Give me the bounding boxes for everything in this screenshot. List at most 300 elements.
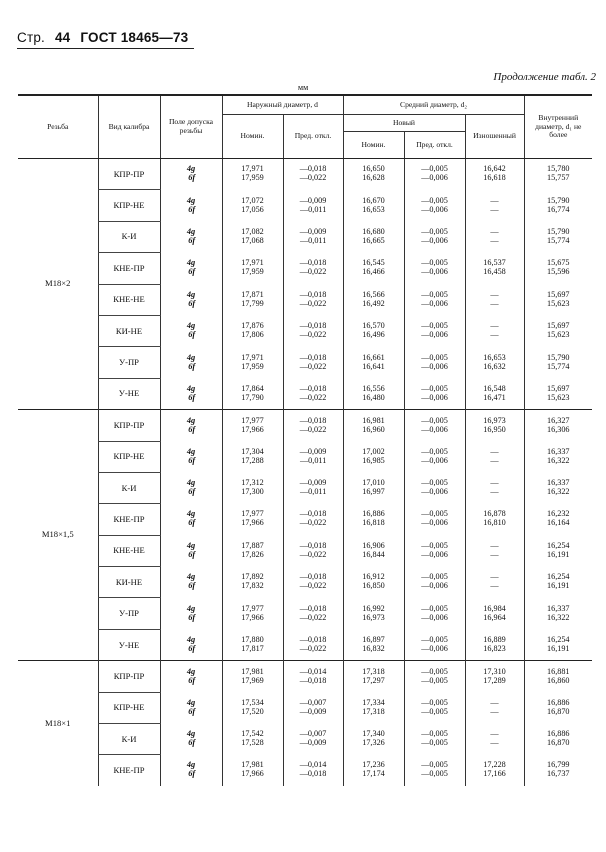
outer-deviation-cell bbox=[283, 347, 343, 378]
outer-deviation-cell bbox=[283, 629, 343, 660]
pitch-deviation-cell bbox=[404, 284, 465, 315]
table-row bbox=[18, 221, 592, 252]
pitch-nominal-cell bbox=[343, 159, 404, 190]
gauge-type-cell: У-НЕ bbox=[98, 378, 160, 409]
table-row bbox=[18, 472, 592, 503]
tolerance-field-value: 6f bbox=[188, 487, 196, 497]
outer-deviation-cell bbox=[283, 724, 343, 755]
pitch-deviation-cell bbox=[404, 629, 465, 660]
worn-diameter-cell bbox=[465, 378, 524, 409]
worn-diameter-value: — bbox=[490, 706, 499, 716]
pitch-nominal-value: 17,174 bbox=[362, 769, 385, 779]
pitch-nominal-cell bbox=[343, 567, 404, 598]
pitch-nominal-value: 16,844 bbox=[362, 549, 385, 559]
pitch-nominal-value: 16,832 bbox=[362, 643, 385, 653]
worn-diameter-value: — bbox=[490, 487, 499, 497]
inner-diameter-value: 16,870 bbox=[547, 706, 570, 716]
col-header-pitch-deviation: Пред. откл. bbox=[404, 132, 465, 159]
worn-diameter-value: — bbox=[490, 321, 499, 331]
tolerance-field-cell bbox=[160, 598, 222, 629]
inner-diameter-value: 15,774 bbox=[547, 235, 570, 245]
pitch-deviation-value: —0,006 bbox=[421, 424, 448, 434]
worn-diameter-value: 16,964 bbox=[483, 612, 506, 622]
tolerance-field-value: 4g bbox=[186, 572, 196, 582]
pitch-deviation-value: —0,005 bbox=[421, 478, 448, 488]
thread-designation: M18×1,5 bbox=[41, 529, 74, 540]
pitch-deviation-value: —0,006 bbox=[421, 204, 448, 214]
pitch-nominal-value: 17,010 bbox=[362, 478, 385, 488]
pitch-deviation-value: —0,005 bbox=[421, 706, 448, 716]
worn-diameter-value: 16,548 bbox=[483, 383, 506, 393]
inner-diameter-cell bbox=[524, 410, 592, 441]
inner-diameter-cell bbox=[524, 472, 592, 503]
tolerance-field-value: 6f bbox=[188, 643, 196, 653]
pitch-nominal-value: 16,496 bbox=[362, 330, 385, 340]
worn-diameter-value: — bbox=[490, 446, 499, 456]
worn-diameter-value: — bbox=[490, 697, 499, 707]
gauge-type-cell: У-ПР bbox=[98, 598, 160, 629]
outer-deviation-value: —0,018 bbox=[299, 321, 327, 331]
inner-diameter-value: 16,881 bbox=[547, 666, 570, 676]
outer-nominal-value: 17,969 bbox=[241, 675, 264, 685]
inner-diameter-cell bbox=[524, 567, 592, 598]
inner-diameter-cell bbox=[524, 504, 592, 535]
outer-deviation-value: —0,018 bbox=[299, 164, 327, 174]
table-row bbox=[18, 284, 592, 315]
inner-diameter-value: 15,790 bbox=[547, 195, 570, 205]
pitch-nominal-value: 16,850 bbox=[362, 581, 385, 591]
pitch-nominal-value: 17,318 bbox=[362, 706, 385, 716]
outer-nominal-value: 17,971 bbox=[241, 258, 264, 268]
outer-deviation-cell bbox=[283, 284, 343, 315]
outer-deviation-value: —0,009 bbox=[299, 478, 327, 488]
tolerance-field-value: 4g bbox=[186, 226, 196, 236]
pitch-deviation-cell bbox=[404, 472, 465, 503]
pitch-nominal-value: 17,340 bbox=[362, 729, 385, 739]
outer-deviation-value: —0,022 bbox=[299, 518, 327, 528]
tolerance-field-cell bbox=[160, 535, 222, 566]
worn-diameter-cell bbox=[465, 190, 524, 221]
inner-diameter-value: 16,886 bbox=[547, 697, 570, 707]
inner-diameter-value: 16,886 bbox=[547, 729, 570, 739]
outer-deviation-value: —0,018 bbox=[299, 415, 327, 425]
tolerance-field-value: 6f bbox=[188, 330, 196, 340]
pitch-nominal-value: 17,334 bbox=[362, 697, 385, 707]
tolerance-field-value: 6f bbox=[188, 424, 196, 434]
pitch-deviation-cell bbox=[404, 724, 465, 755]
inner-diameter-value: 16,337 bbox=[547, 603, 570, 613]
worn-diameter-value: 17,228 bbox=[483, 760, 506, 770]
outer-nominal-value: 17,542 bbox=[241, 729, 264, 739]
tolerance-field-value: 4g bbox=[186, 478, 196, 488]
worn-diameter-cell bbox=[465, 472, 524, 503]
inner-diameter-cell bbox=[524, 661, 592, 692]
outer-nominal-value: 17,072 bbox=[241, 195, 264, 205]
pitch-nominal-cell bbox=[343, 598, 404, 629]
pitch-nominal-value: 16,973 bbox=[362, 612, 385, 622]
outer-nominal-value: 17,971 bbox=[241, 352, 264, 362]
pitch-nominal-value: 16,680 bbox=[362, 226, 385, 236]
col-header-inner-diameter: Внутренний диаметр, d₁ не более bbox=[524, 95, 592, 159]
tolerance-field-cell bbox=[160, 629, 222, 660]
inner-diameter-value: 16,254 bbox=[547, 634, 570, 644]
pitch-nominal-cell bbox=[343, 661, 404, 692]
outer-deviation-cell bbox=[283, 159, 343, 190]
pitch-nominal-cell bbox=[343, 724, 404, 755]
inner-diameter-value: 15,774 bbox=[547, 361, 570, 371]
col-header-outer-deviation: Пред. откл. bbox=[283, 115, 343, 159]
inner-diameter-cell bbox=[524, 629, 592, 660]
pitch-deviation-value: —0,006 bbox=[421, 455, 448, 465]
col-header-outer-nominal: Номин. bbox=[222, 115, 283, 159]
pitch-deviation-value: —0,005 bbox=[421, 634, 448, 644]
worn-diameter-cell bbox=[465, 755, 524, 786]
pitch-deviation-value: —0,005 bbox=[421, 697, 448, 707]
pitch-deviation-value: —0,006 bbox=[421, 643, 448, 653]
pitch-nominal-value: 16,570 bbox=[362, 321, 385, 331]
pitch-deviation-value: —0,005 bbox=[421, 603, 448, 613]
outer-deviation-value: —0,022 bbox=[299, 173, 327, 183]
pitch-nominal-value: 16,650 bbox=[362, 164, 385, 174]
tolerance-field-cell bbox=[160, 347, 222, 378]
pitch-deviation-value: —0,006 bbox=[421, 173, 448, 183]
pitch-nominal-cell bbox=[343, 284, 404, 315]
outer-deviation-value: —0,022 bbox=[299, 361, 327, 371]
table-row bbox=[18, 410, 592, 441]
table-row bbox=[18, 504, 592, 535]
pitch-deviation-cell bbox=[404, 567, 465, 598]
worn-diameter-cell bbox=[465, 661, 524, 692]
inner-diameter-value: 15,697 bbox=[547, 321, 570, 331]
pitch-nominal-value: 16,466 bbox=[362, 267, 385, 277]
pitch-deviation-cell bbox=[404, 692, 465, 723]
outer-deviation-cell bbox=[283, 692, 343, 723]
outer-nominal-value: 17,520 bbox=[241, 706, 264, 716]
outer-nominal-value: 17,082 bbox=[241, 226, 264, 236]
worn-diameter-value: — bbox=[490, 235, 499, 245]
table-row bbox=[18, 315, 592, 346]
outer-nominal-value: 17,959 bbox=[241, 173, 264, 183]
pitch-deviation-value: —0,006 bbox=[421, 330, 448, 340]
worn-diameter-value: 16,950 bbox=[483, 424, 506, 434]
worn-diameter-value: 17,166 bbox=[483, 769, 506, 779]
outer-nominal-cell bbox=[222, 190, 283, 221]
tolerance-field-cell bbox=[160, 315, 222, 346]
tolerance-field-value: 6f bbox=[188, 455, 196, 465]
outer-deviation-value: —0,011 bbox=[299, 455, 327, 465]
pitch-deviation-value: —0,006 bbox=[421, 298, 448, 308]
pitch-nominal-cell bbox=[343, 535, 404, 566]
outer-deviation-cell bbox=[283, 472, 343, 503]
worn-diameter-cell bbox=[465, 221, 524, 252]
tolerance-field-value: 4g bbox=[186, 321, 196, 331]
worn-diameter-cell bbox=[465, 504, 524, 535]
outer-deviation-cell bbox=[283, 221, 343, 252]
inner-diameter-value: 15,596 bbox=[547, 267, 570, 277]
tolerance-field-value: 6f bbox=[188, 518, 196, 528]
inner-diameter-cell bbox=[524, 221, 592, 252]
outer-deviation-value: —0,022 bbox=[299, 330, 327, 340]
worn-diameter-value: — bbox=[490, 289, 499, 299]
pitch-nominal-value: 16,906 bbox=[362, 540, 385, 550]
pitch-nominal-value: 17,326 bbox=[362, 738, 385, 748]
gauge-type-cell: КНЕ-НЕ bbox=[98, 535, 160, 566]
page-number: 44 bbox=[54, 30, 71, 45]
col-header-pitch-diameter: Средний диаметр, d₂ bbox=[343, 95, 524, 115]
outer-nominal-cell bbox=[222, 221, 283, 252]
pitch-deviation-cell bbox=[404, 159, 465, 190]
pitch-nominal-value: 16,997 bbox=[362, 487, 385, 497]
tolerance-field-value: 4g bbox=[186, 415, 196, 425]
pitch-nominal-cell bbox=[343, 441, 404, 472]
tolerance-field-value: 4g bbox=[186, 760, 196, 770]
worn-diameter-cell bbox=[465, 441, 524, 472]
pitch-deviation-value: —0,006 bbox=[421, 549, 448, 559]
outer-deviation-value: —0,018 bbox=[299, 352, 327, 362]
tolerance-field-value: 4g bbox=[186, 258, 196, 268]
outer-nominal-value: 17,304 bbox=[241, 446, 264, 456]
pitch-nominal-cell bbox=[343, 410, 404, 441]
worn-diameter-value: — bbox=[490, 478, 499, 488]
tolerance-field-cell bbox=[160, 661, 222, 692]
pitch-nominal-value: 17,236 bbox=[362, 760, 385, 770]
outer-nominal-value: 17,806 bbox=[241, 330, 264, 340]
worn-diameter-cell bbox=[465, 159, 524, 190]
tolerance-field-cell bbox=[160, 190, 222, 221]
pitch-nominal-value: 16,492 bbox=[362, 298, 385, 308]
tolerance-field-cell bbox=[160, 504, 222, 535]
worn-diameter-value: — bbox=[490, 581, 499, 591]
col-header-pitch-nominal: Номин. bbox=[343, 132, 404, 159]
outer-nominal-value: 17,799 bbox=[241, 298, 264, 308]
outer-nominal-value: 17,790 bbox=[241, 392, 264, 402]
pitch-deviation-value: —0,005 bbox=[421, 195, 448, 205]
worn-diameter-cell bbox=[465, 253, 524, 284]
worn-diameter-value: — bbox=[490, 298, 499, 308]
table-row bbox=[18, 253, 592, 284]
pitch-nominal-cell bbox=[343, 253, 404, 284]
pitch-nominal-value: 16,545 bbox=[362, 258, 385, 268]
outer-deviation-value: —0,018 bbox=[299, 634, 327, 644]
outer-deviation-value: —0,018 bbox=[299, 383, 327, 393]
col-header-gauge-type: Вид калибра bbox=[98, 95, 160, 159]
inner-diameter-cell bbox=[524, 159, 592, 190]
gauge-type-cell: КНЕ-ПР bbox=[98, 504, 160, 535]
pitch-nominal-cell bbox=[343, 190, 404, 221]
tolerance-field-value: 6f bbox=[188, 675, 196, 685]
pitch-deviation-value: —0,005 bbox=[421, 383, 448, 393]
inner-diameter-value: 15,697 bbox=[547, 383, 570, 393]
pitch-deviation-cell bbox=[404, 441, 465, 472]
outer-deviation-cell bbox=[283, 441, 343, 472]
outer-nominal-value: 17,864 bbox=[241, 383, 264, 393]
gauge-type-cell: КПР-ПР bbox=[98, 410, 160, 441]
outer-nominal-value: 17,871 bbox=[241, 289, 264, 299]
table-row bbox=[18, 535, 592, 566]
inner-diameter-cell bbox=[524, 315, 592, 346]
outer-deviation-value: —0,009 bbox=[299, 195, 327, 205]
outer-deviation-value: —0,018 bbox=[299, 769, 327, 779]
pitch-deviation-value: —0,005 bbox=[421, 666, 448, 676]
pitch-nominal-cell bbox=[343, 472, 404, 503]
inner-diameter-value: 16,774 bbox=[547, 204, 570, 214]
worn-diameter-value: 17,310 bbox=[483, 666, 506, 676]
tolerance-field-value: 4g bbox=[186, 352, 196, 362]
tolerance-field-value: 6f bbox=[188, 581, 196, 591]
pitch-deviation-value: —0,005 bbox=[421, 321, 448, 331]
worn-diameter-cell bbox=[465, 724, 524, 755]
pitch-deviation-value: —0,006 bbox=[421, 392, 448, 402]
tolerance-field-value: 6f bbox=[188, 549, 196, 559]
thread-cell bbox=[18, 410, 98, 661]
outer-deviation-cell bbox=[283, 378, 343, 409]
table-row bbox=[18, 567, 592, 598]
outer-nominal-cell bbox=[222, 472, 283, 503]
tolerance-field-cell bbox=[160, 692, 222, 723]
col-header-outer-diameter: Наружный диаметр, d bbox=[222, 95, 343, 115]
gauge-type-cell: К-И bbox=[98, 472, 160, 503]
tolerance-field-cell bbox=[160, 472, 222, 503]
tolerance-field-value: 4g bbox=[186, 540, 196, 550]
outer-nominal-value: 17,528 bbox=[241, 738, 264, 748]
outer-nominal-value: 17,966 bbox=[241, 612, 264, 622]
tolerance-field-cell bbox=[160, 410, 222, 441]
units-label: мм bbox=[298, 83, 309, 92]
inner-diameter-value: 16,191 bbox=[547, 581, 570, 591]
pitch-deviation-value: —0,005 bbox=[421, 729, 448, 739]
outer-nominal-value: 17,981 bbox=[241, 760, 264, 770]
outer-deviation-value: —0,022 bbox=[299, 549, 327, 559]
outer-nominal-value: 17,876 bbox=[241, 321, 264, 331]
table-row bbox=[18, 661, 592, 692]
tolerance-table bbox=[18, 94, 592, 786]
outer-nominal-cell bbox=[222, 284, 283, 315]
outer-deviation-value: —0,018 bbox=[299, 540, 327, 550]
pitch-deviation-cell bbox=[404, 315, 465, 346]
table-row bbox=[18, 378, 592, 409]
gauge-type-cell: КИ-НЕ bbox=[98, 567, 160, 598]
pitch-deviation-cell bbox=[404, 504, 465, 535]
outer-nominal-value: 17,977 bbox=[241, 415, 264, 425]
inner-diameter-value: 16,232 bbox=[547, 509, 570, 519]
inner-diameter-value: 15,790 bbox=[547, 352, 570, 362]
gauge-type-cell: КНЕ-ПР bbox=[98, 253, 160, 284]
inner-diameter-value: 16,191 bbox=[547, 643, 570, 653]
outer-nominal-cell bbox=[222, 253, 283, 284]
pitch-deviation-value: —0,006 bbox=[421, 612, 448, 622]
inner-diameter-cell bbox=[524, 535, 592, 566]
tolerance-field-value: 6f bbox=[188, 612, 196, 622]
inner-diameter-cell bbox=[524, 441, 592, 472]
outer-deviation-cell bbox=[283, 190, 343, 221]
inner-diameter-value: 15,623 bbox=[547, 298, 570, 308]
inner-diameter-cell bbox=[524, 253, 592, 284]
pitch-deviation-value: —0,005 bbox=[421, 258, 448, 268]
tolerance-field-cell bbox=[160, 284, 222, 315]
inner-diameter-value: 15,697 bbox=[547, 289, 570, 299]
pitch-deviation-value: —0,006 bbox=[421, 361, 448, 371]
pitch-deviation-value: —0,005 bbox=[421, 760, 448, 770]
outer-deviation-value: —0,009 bbox=[299, 446, 327, 456]
outer-nominal-cell bbox=[222, 755, 283, 786]
pitch-deviation-cell bbox=[404, 347, 465, 378]
pitch-deviation-cell bbox=[404, 598, 465, 629]
pitch-nominal-value: 17,002 bbox=[362, 446, 385, 456]
outer-deviation-value: —0,022 bbox=[299, 392, 327, 402]
pitch-nominal-value: 16,912 bbox=[362, 572, 385, 582]
tolerance-field-cell bbox=[160, 253, 222, 284]
inner-diameter-value: 16,191 bbox=[547, 549, 570, 559]
inner-diameter-cell bbox=[524, 724, 592, 755]
worn-diameter-value: — bbox=[490, 226, 499, 236]
inner-diameter-value: 16,322 bbox=[547, 487, 570, 497]
thread-cell bbox=[18, 661, 98, 786]
outer-nominal-cell bbox=[222, 724, 283, 755]
inner-diameter-cell bbox=[524, 190, 592, 221]
pitch-nominal-cell bbox=[343, 378, 404, 409]
worn-diameter-cell bbox=[465, 410, 524, 441]
inner-diameter-value: 16,164 bbox=[547, 518, 570, 528]
outer-deviation-value: —0,018 bbox=[299, 572, 327, 582]
outer-deviation-value: —0,009 bbox=[299, 738, 327, 748]
pitch-nominal-value: 16,818 bbox=[362, 518, 385, 528]
gauge-type-cell: КПР-ПР bbox=[98, 159, 160, 190]
outer-nominal-value: 17,971 bbox=[241, 164, 264, 174]
pitch-nominal-cell bbox=[343, 221, 404, 252]
tolerance-field-value: 4g bbox=[186, 383, 196, 393]
outer-deviation-cell bbox=[283, 755, 343, 786]
tolerance-field-value: 6f bbox=[188, 706, 196, 716]
tolerance-field-cell bbox=[160, 221, 222, 252]
pitch-deviation-value: —0,005 bbox=[421, 572, 448, 582]
tolerance-field-value: 6f bbox=[188, 769, 196, 779]
pitch-nominal-value: 16,897 bbox=[362, 634, 385, 644]
table-continuation-note: Продолжение табл. 2 bbox=[493, 71, 596, 83]
tolerance-field-cell bbox=[160, 755, 222, 786]
worn-diameter-value: 16,810 bbox=[483, 518, 506, 528]
pitch-nominal-value: 16,566 bbox=[362, 289, 385, 299]
worn-diameter-cell bbox=[465, 692, 524, 723]
inner-diameter-value: 16,306 bbox=[547, 424, 570, 434]
outer-nominal-cell bbox=[222, 315, 283, 346]
table-row bbox=[18, 347, 592, 378]
pitch-deviation-cell bbox=[404, 221, 465, 252]
tolerance-field-value: 4g bbox=[186, 195, 196, 205]
inner-diameter-value: 16,799 bbox=[547, 760, 570, 770]
outer-nominal-cell bbox=[222, 598, 283, 629]
worn-diameter-value: 16,632 bbox=[483, 361, 506, 371]
outer-deviation-cell bbox=[283, 661, 343, 692]
tolerance-field-value: 6f bbox=[188, 235, 196, 245]
pitch-nominal-value: 16,653 bbox=[362, 204, 385, 214]
gauge-type-cell: КНЕ-НЕ bbox=[98, 284, 160, 315]
outer-deviation-value: —0,022 bbox=[299, 298, 327, 308]
outer-nominal-value: 17,977 bbox=[241, 603, 264, 613]
outer-deviation-value: —0,011 bbox=[299, 487, 327, 497]
tolerance-field-value: 6f bbox=[188, 361, 196, 371]
gauge-type-cell: К-И bbox=[98, 221, 160, 252]
pitch-nominal-cell bbox=[343, 504, 404, 535]
pitch-deviation-value: —0,006 bbox=[421, 581, 448, 591]
table-row bbox=[18, 190, 592, 221]
outer-nominal-value: 17,068 bbox=[241, 235, 264, 245]
inner-diameter-value: 15,780 bbox=[547, 164, 570, 174]
worn-diameter-value: 16,984 bbox=[483, 603, 506, 613]
outer-nominal-value: 17,826 bbox=[241, 549, 264, 559]
tolerance-field-value: 4g bbox=[186, 446, 196, 456]
inner-diameter-value: 16,870 bbox=[547, 738, 570, 748]
tolerance-field-value: 6f bbox=[188, 204, 196, 214]
